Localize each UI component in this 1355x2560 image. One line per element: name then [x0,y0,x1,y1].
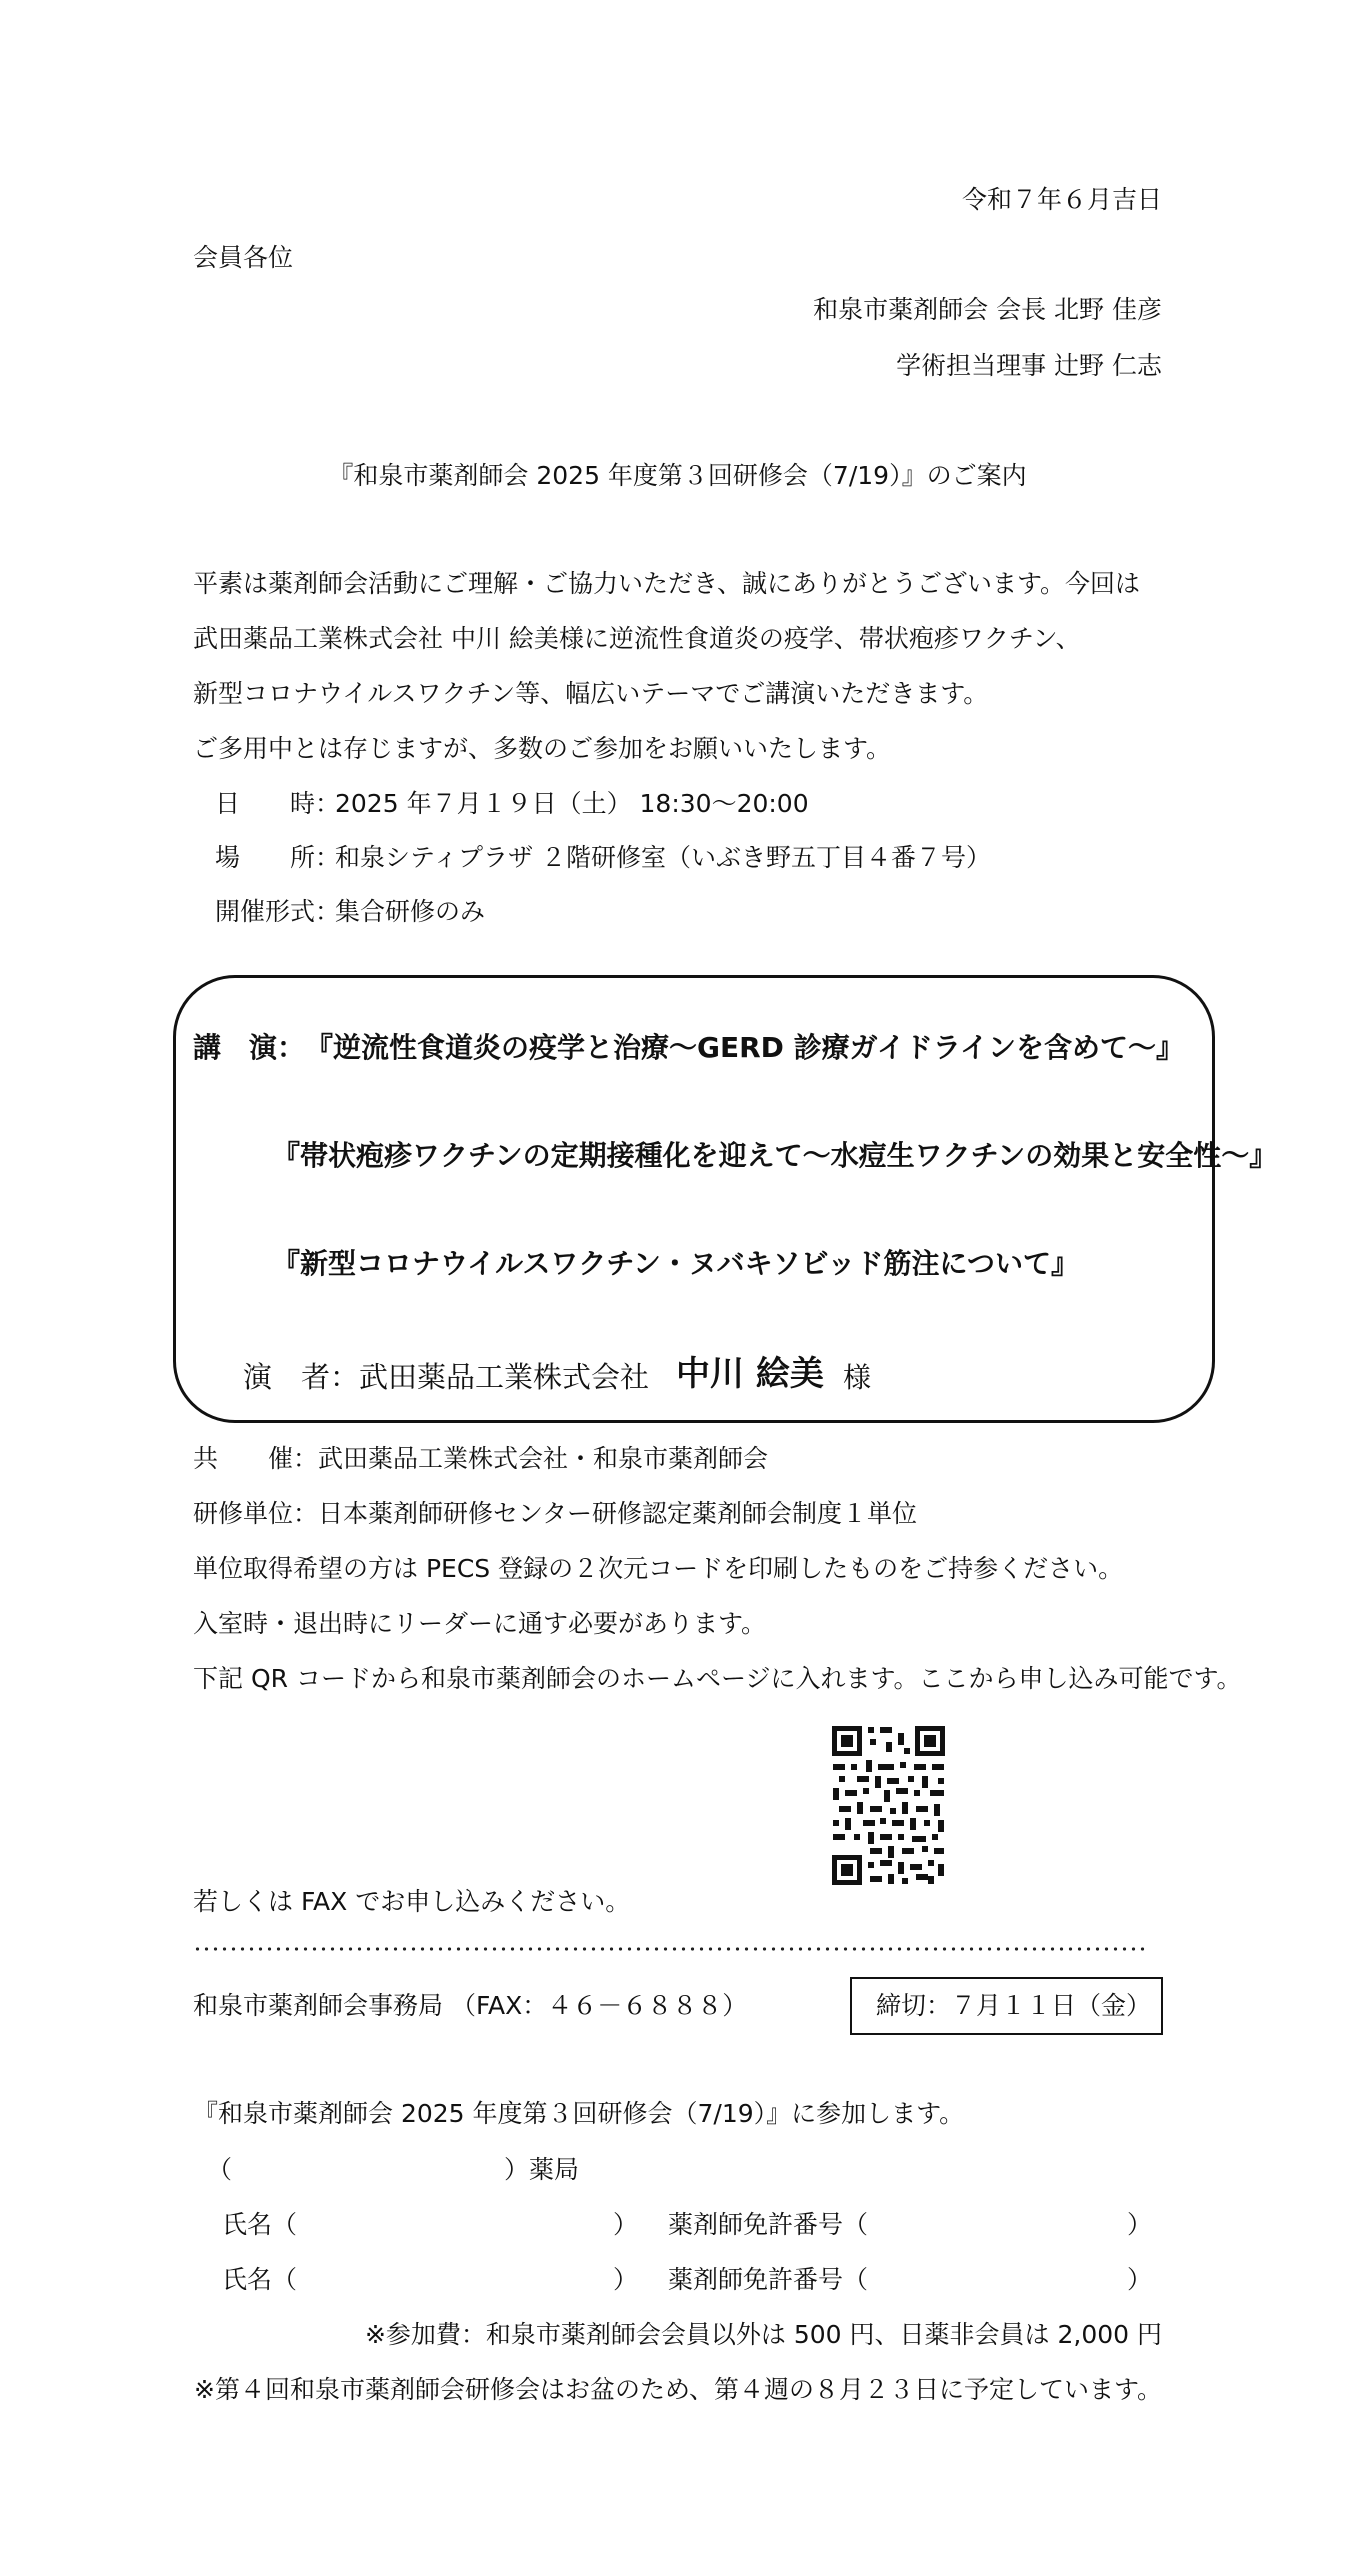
qr-code[interactable] [830,1724,947,1887]
recipient: 会員各位 [193,243,294,272]
next-session-note: ※第４回和泉市薬剤師会研修会はお盆のため、第４週の８月２３日に予定しています。 [194,2375,1162,2404]
pharmacy-field-label[interactable]: ）薬局 [504,2155,580,2184]
intro-line-3: 新型コロナウイルスワクチン等、幅広いテーマでご講演いただきます。 [193,679,989,708]
intro-line-2: 武田薬品工業株式会社 中川 絵美様に逆流性食道炎の疫学、帯状疱疹ワクチン、 [193,624,1081,653]
lecture-topic-3: 『新型コロナウイルスワクチン・ヌバキソビッド筋注について』 [272,1247,1079,1280]
license-field-close-2: ） [1127,2265,1153,2294]
name-field-label-2[interactable]: 氏名（ [222,2265,298,2294]
sender-president: 和泉市薬剤師会 会長 北野 佳彦 [813,295,1162,324]
datetime-value: 2025 年７月１９日（土） 18:30～20:00 [335,789,809,818]
name-field-label-1[interactable]: 氏名（ [222,2210,298,2239]
reader-note: 入室時・退出時にリーダーに通す必要があります。 [193,1609,767,1638]
speaker-name: 中川 絵美 [676,1354,824,1394]
pharmacy-open-paren: （ [207,2155,233,2184]
place-label: 場 所： [215,843,341,872]
format-label: 開催形式： [215,897,341,926]
deadline-text: 締切：７月１１日（金） [876,1991,1152,2020]
lecture-label: 講 演： [193,1031,306,1064]
dotted-separator [193,1947,1148,1951]
training-credit: 研修単位：日本薬剤師研修センター研修認定薬剤師会制度１単位 [193,1499,918,1528]
format-value: 集合研修のみ [335,897,486,926]
participation-statement: 『和泉市薬剤師会 2025 年度第３回研修会（7/19）』に参加します。 [193,2099,965,2128]
qr-note: 下記 QR コードから和泉市薬剤師会のホームページに入れます。ここから申し込み可能です。 [193,1664,1242,1693]
license-field-label-1[interactable]: 薬剤師免許番号（ [668,2210,869,2239]
intro-line-1: 平素は薬剤師会活動にご理解・ご協力いただき、誠にありがとうございます。今回は [193,569,1141,598]
cosponsor: 共 催：武田薬品工業株式会社・和泉市薬剤師会 [193,1444,769,1473]
name-field-close-1: ） [613,2210,639,2239]
fax-note: 若しくは FAX でお申し込みください。 [193,1887,631,1916]
fee-note: ※参加費：和泉市薬剤師会会員以外は 500 円、日薬非会員は 2,000 円 [364,2320,1162,2349]
document-date: 令和７年６月吉日 [961,185,1162,214]
speaker-label: 演 者：武田薬品工業株式会社 [243,1360,650,1394]
intro-line-4: ご多用中とは存じますが、多数のご参加をお願いいたします。 [193,734,892,763]
license-field-close-1: ） [1127,2210,1153,2239]
lecture-topic-2: 『帯状疱疹ワクチンの定期接種化を迎えて～水痘生ワクチンの効果と安全性～』 [272,1139,1278,1172]
office-fax: 和泉市薬剤師会事務局 （FAX：４６－６８８８） [193,1991,748,2020]
place-value: 和泉シティプラザ ２階研修室（いぶき野五丁目４番７号） [335,843,991,872]
name-field-close-2: ） [613,2265,639,2294]
datetime-label: 日 時： [215,789,341,818]
sender-academic-director: 学術担当理事 辻野 仁志 [896,351,1162,380]
speaker-suffix: 様 [843,1361,872,1394]
credit-note: 単位取得希望の方は PECS 登録の２次元コードを印刷したものをご持参ください。 [193,1554,1124,1583]
license-field-label-2[interactable]: 薬剤師免許番号（ [668,2265,869,2294]
page-title: 『和泉市薬剤師会 2025 年度第３回研修会（7/19）』のご案内 [328,461,1027,490]
lecture-topic-1: 『逆流性食道炎の疫学と治療～GERD 診療ガイドラインを含めて～』 [305,1031,1184,1064]
